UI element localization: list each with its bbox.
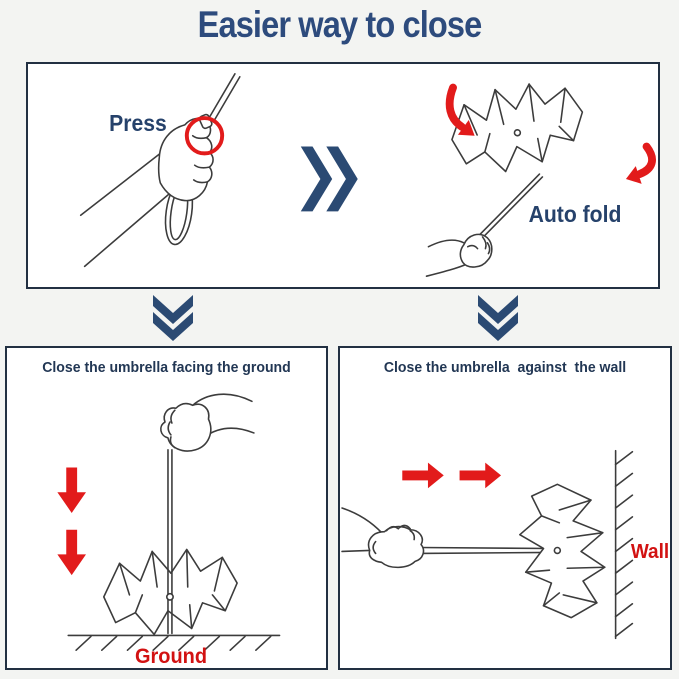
- double-down-chevron-icon: [476, 293, 522, 343]
- red-down-arrow-icon: [57, 530, 86, 575]
- wall-panel: [338, 346, 672, 670]
- wall-panel-title: Close the umbrella against the wall: [383, 360, 627, 376]
- ground-panel-title: Close the umbrella facing the ground: [42, 360, 291, 376]
- auto-fold-illustration: [427, 79, 653, 276]
- hand-pushing-shaft: [342, 508, 423, 567]
- folded-umbrella: [520, 484, 605, 617]
- close-on-wall-illustration: [340, 348, 670, 668]
- close-on-ground-illustration: [7, 348, 326, 668]
- press-label: Press: [109, 110, 167, 136]
- red-right-arrow-icon: [402, 463, 443, 489]
- ground-panel: [5, 346, 328, 670]
- top-panel: [26, 62, 660, 289]
- fist: [460, 234, 491, 267]
- press-auto-fold-illustration: [28, 64, 658, 287]
- shaft-hub: [167, 594, 173, 600]
- red-right-arrow-icon: [460, 463, 501, 489]
- umbrella-shaft: [208, 74, 239, 122]
- folded-umbrella: [104, 549, 237, 634]
- double-down-chevron-icon: [151, 293, 197, 343]
- hand-holding-shaft-down: [161, 394, 254, 451]
- hand-pressing-button: [81, 74, 240, 267]
- ground-caption: Ground: [134, 645, 208, 668]
- double-right-chevron-icon: [301, 147, 358, 212]
- curved-red-arrow-icon: [626, 147, 652, 184]
- fist: [369, 527, 424, 568]
- umbrella-shaft: [419, 548, 550, 554]
- wall-caption: Wall: [630, 541, 670, 563]
- page-title: Easier way to close: [197, 4, 482, 45]
- auto-fold-label: Auto fold: [528, 201, 622, 227]
- red-down-arrow-icon: [57, 468, 86, 513]
